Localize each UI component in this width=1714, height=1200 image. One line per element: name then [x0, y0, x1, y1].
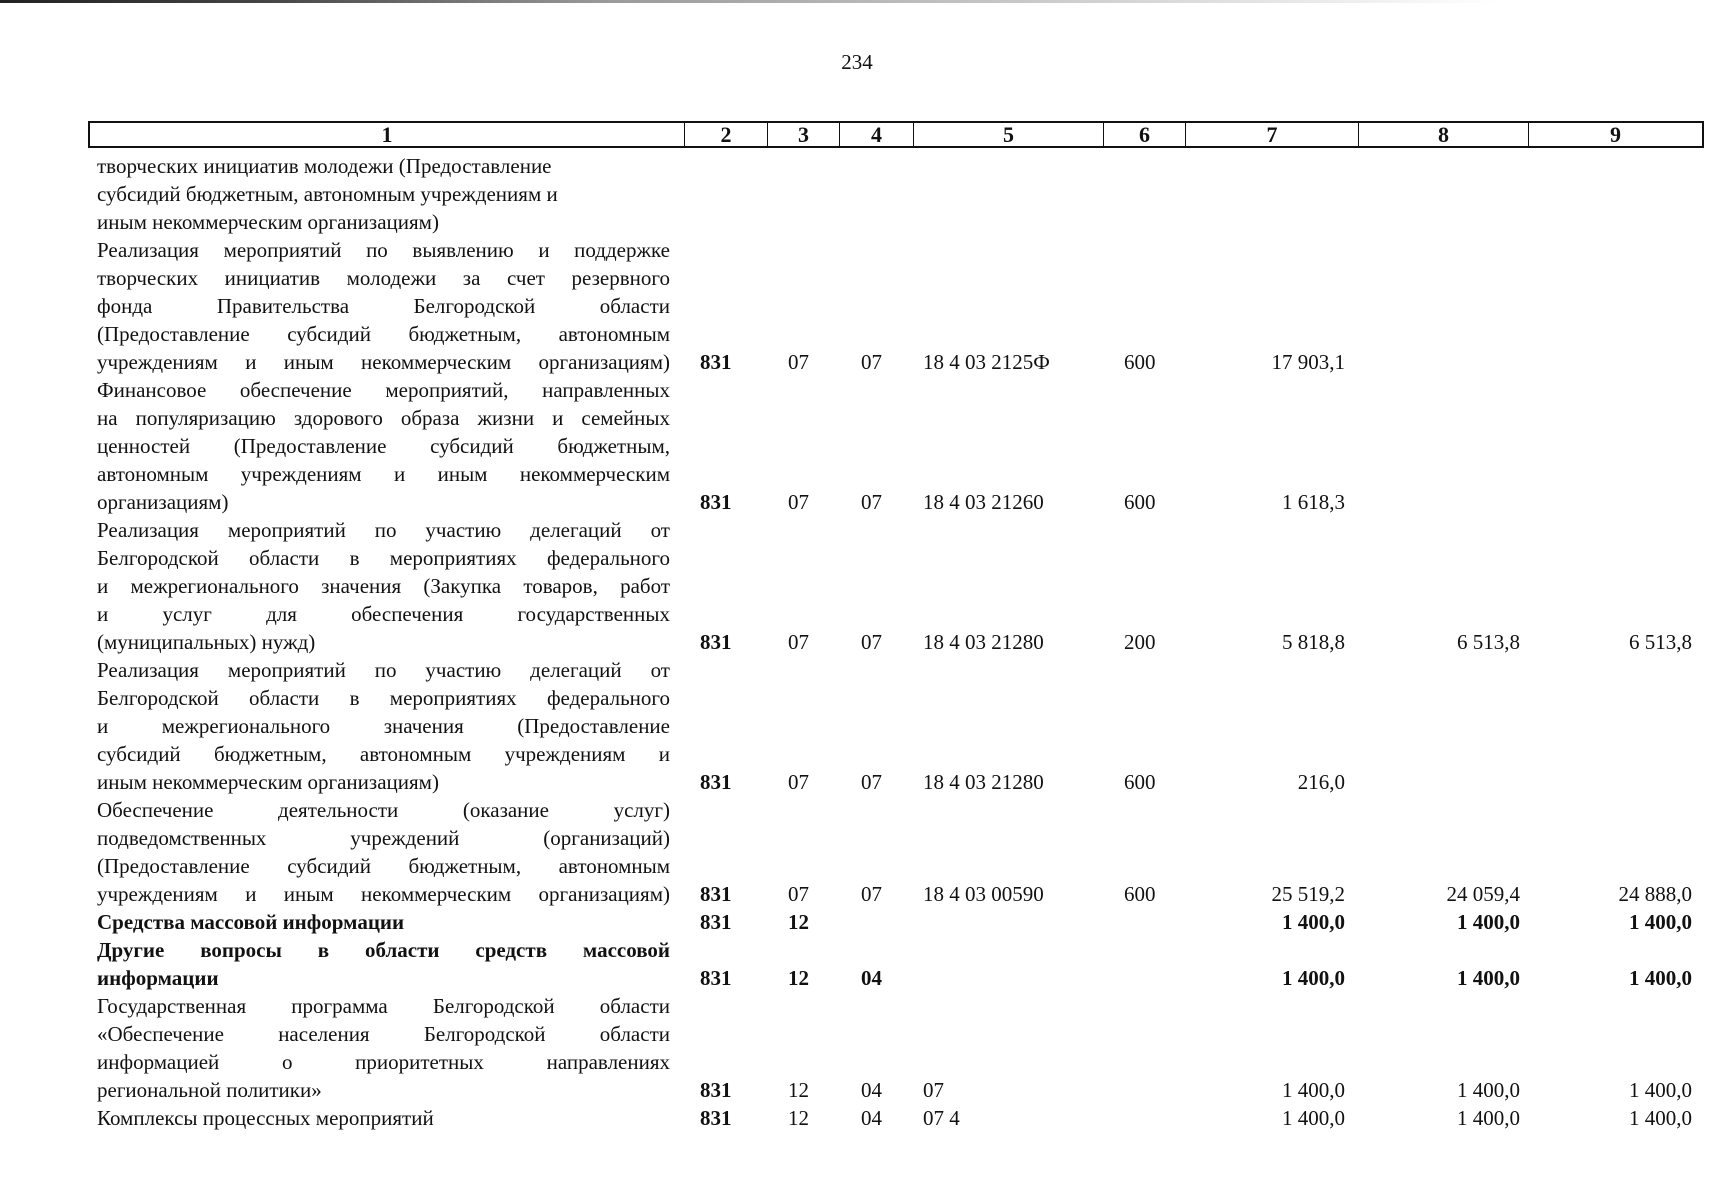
row-description — [97, 236, 670, 376]
cell-ministry-code: 831 — [700, 910, 732, 934]
row-text-line: «Обеспечение населения Белгородской области — [97, 1022, 670, 1046]
cell-subsection: 04 — [861, 1106, 882, 1130]
header-col-9: 9 — [1610, 122, 1621, 147]
row-text-line: (муниципальных) нужд) — [97, 630, 316, 654]
cell-ministry-code: 831 — [700, 630, 732, 654]
header-col-1: 1 — [90, 123, 685, 146]
row-text-line: и межрегионального значения (Предоставление — [97, 714, 670, 738]
cell-subsection: 07 — [861, 882, 882, 906]
cell-amount-col7: 5 818,8 — [1282, 630, 1345, 654]
cell-amount-col8: 24 059,4 — [1446, 882, 1520, 906]
cell-amount-col7: 1 400,0 — [1282, 1078, 1345, 1102]
row-description — [97, 796, 670, 908]
cell-section: 07 — [788, 770, 809, 794]
row-description — [97, 516, 670, 656]
cell-amount-col8: 1 400,0 — [1457, 966, 1520, 990]
scan-edge-line — [0, 0, 1714, 3]
table-header — [88, 121, 1704, 148]
cell-subsection: 07 — [861, 630, 882, 654]
cell-section: 07 — [788, 490, 809, 514]
row-text-line: подведомственных учреждений (организаций) — [97, 826, 670, 850]
row-text-line: Белгородской области в мероприятиях федерального — [97, 686, 670, 710]
row-text-line: ценностей (Предоставление субсидий бюджетным, — [97, 434, 670, 458]
cell-amount-col9: 1 400,0 — [1629, 910, 1692, 934]
row-text-line: учреждениям и иным некоммерческим организациям) — [97, 350, 670, 374]
cell-section: 07 — [788, 350, 809, 374]
row-text-line: на популяризацию здорового образа жизни и семейных — [97, 406, 670, 430]
cell-ministry-code: 831 — [700, 882, 732, 906]
cell-amount-col7: 1 400,0 — [1282, 1106, 1345, 1130]
cell-ministry-code: 831 — [700, 1078, 732, 1102]
cell-amount-col8: 1 400,0 — [1457, 1106, 1520, 1130]
page-number: 234 — [841, 50, 873, 74]
row-text-line: субсидий бюджетным, автономным учреждениям и — [97, 182, 558, 206]
row-text-line: субсидий бюджетным, автономным учреждениям и — [97, 742, 670, 766]
row-text-line: информации — [97, 966, 219, 990]
cell-amount-col7: 17 903,1 — [1271, 350, 1345, 374]
row-description — [97, 908, 670, 936]
cell-section: 07 — [788, 882, 809, 906]
cell-target-article: 18 4 03 21260 — [923, 490, 1044, 514]
row-text-line: (Предоставление субсидий бюджетным, автономным — [97, 854, 670, 878]
row-text-line: учреждениям и иным некоммерческим организациям) — [97, 882, 670, 906]
row-text-line: и межрегионального значения (Закупка товаров, работ — [97, 574, 670, 598]
cell-target-article: 18 4 03 2125Ф — [923, 350, 1050, 374]
cell-section: 07 — [788, 630, 809, 654]
cell-expense-type: 600 — [1124, 882, 1156, 906]
row-description — [97, 992, 670, 1104]
cell-section: 12 — [788, 910, 809, 934]
cell-ministry-code: 831 — [700, 350, 732, 374]
cell-ministry-code: 831 — [700, 490, 732, 514]
row-text-line: Белгородской области в мероприятиях федерального — [97, 546, 670, 570]
row-text-line: Реализация мероприятий по участию делегаций от — [97, 658, 670, 682]
row-text-line: региональной политики» — [97, 1078, 322, 1102]
cell-amount-col8: 1 400,0 — [1457, 1078, 1520, 1102]
cell-amount-col7: 25 519,2 — [1271, 882, 1345, 906]
row-text-line: Обеспечение деятельности (оказание услуг) — [97, 798, 670, 822]
cell-target-article: 18 4 03 00590 — [923, 882, 1044, 906]
row-description — [97, 376, 670, 516]
cell-amount-col9: 1 400,0 — [1629, 1078, 1692, 1102]
header-col-8: 8 — [1359, 123, 1529, 146]
cell-amount-col7: 1 400,0 — [1282, 910, 1345, 934]
row-text-line: Реализация мероприятий по выявлению и поддержке — [97, 238, 670, 262]
cell-amount-col9: 24 888,0 — [1618, 882, 1692, 906]
cell-subsection: 04 — [861, 966, 882, 990]
cell-section: 12 — [788, 966, 809, 990]
row-text-line: автономным учреждениям и иным некоммерческим — [97, 462, 670, 486]
row-text-line: иным некоммерческим организациям) — [97, 210, 439, 234]
row-text-line: творческих инициатив молодежи за счет резервного — [97, 266, 670, 290]
cell-expense-type: 200 — [1124, 630, 1156, 654]
cell-expense-type: 600 — [1124, 490, 1156, 514]
header-col-7: 7 — [1186, 123, 1359, 146]
cell-subsection: 04 — [861, 1078, 882, 1102]
cell-section: 12 — [788, 1106, 809, 1130]
row-text-line: Реализация мероприятий по участию делегаций от — [97, 518, 670, 542]
cell-section: 12 — [788, 1078, 809, 1102]
cell-subsection: 07 — [861, 490, 882, 514]
cell-amount-col8: 1 400,0 — [1457, 910, 1520, 934]
cell-ministry-code: 831 — [700, 966, 732, 990]
header-col-6: 6 — [1104, 123, 1186, 146]
row-description — [97, 656, 670, 796]
row-text-line: организациям) — [97, 490, 229, 514]
cell-amount-col9: 6 513,8 — [1629, 630, 1692, 654]
cell-amount-col7: 216,0 — [1297, 770, 1345, 794]
header-col-2: 2 — [685, 123, 768, 146]
cell-subsection: 07 — [861, 770, 882, 794]
cell-target-article: 18 4 03 21280 — [923, 630, 1044, 654]
row-text-line: Финансовое обеспечение мероприятий, направленных — [97, 378, 670, 402]
cell-ministry-code: 831 — [700, 770, 732, 794]
cell-expense-type: 600 — [1124, 770, 1156, 794]
row-description — [97, 152, 670, 236]
row-text-line: Другие вопросы в области средств массовой — [97, 938, 670, 962]
row-description — [97, 936, 670, 992]
cell-amount-col7: 1 618,3 — [1282, 490, 1345, 514]
header-col-5: 5 — [914, 123, 1104, 146]
cell-amount-col9: 1 400,0 — [1629, 1106, 1692, 1130]
cell-target-article: 07 — [923, 1078, 944, 1102]
cell-amount-col8: 6 513,8 — [1457, 630, 1520, 654]
row-description — [97, 1104, 670, 1132]
cell-subsection: 07 — [861, 350, 882, 374]
cell-amount-col9: 1 400,0 — [1629, 966, 1692, 990]
row-text-line: фонда Правительства Белгородской области — [97, 294, 670, 318]
row-text-line: информацией о приоритетных направлениях — [97, 1050, 670, 1074]
header-col-3: 3 — [768, 123, 840, 146]
cell-ministry-code: 831 — [700, 1106, 732, 1130]
header-col-4: 4 — [840, 123, 914, 146]
row-text-line: Комплексы процессных мероприятий — [97, 1106, 434, 1130]
cell-expense-type: 600 — [1124, 350, 1156, 374]
row-text-line: иным некоммерческим организациям) — [97, 770, 439, 794]
row-text-line: (Предоставление субсидий бюджетным, автономным — [97, 322, 670, 346]
cell-target-article: 18 4 03 21280 — [923, 770, 1044, 794]
cell-target-article: 07 4 — [923, 1106, 960, 1130]
row-text-line: Средства массовой информации — [97, 910, 405, 934]
row-text-line: Государственная программа Белгородской области — [97, 994, 670, 1018]
row-text-line: и услуг для обеспечения государственных — [97, 602, 670, 626]
row-text-line: творческих инициатив молодежи (Предоставление — [97, 154, 552, 178]
cell-amount-col7: 1 400,0 — [1282, 966, 1345, 990]
